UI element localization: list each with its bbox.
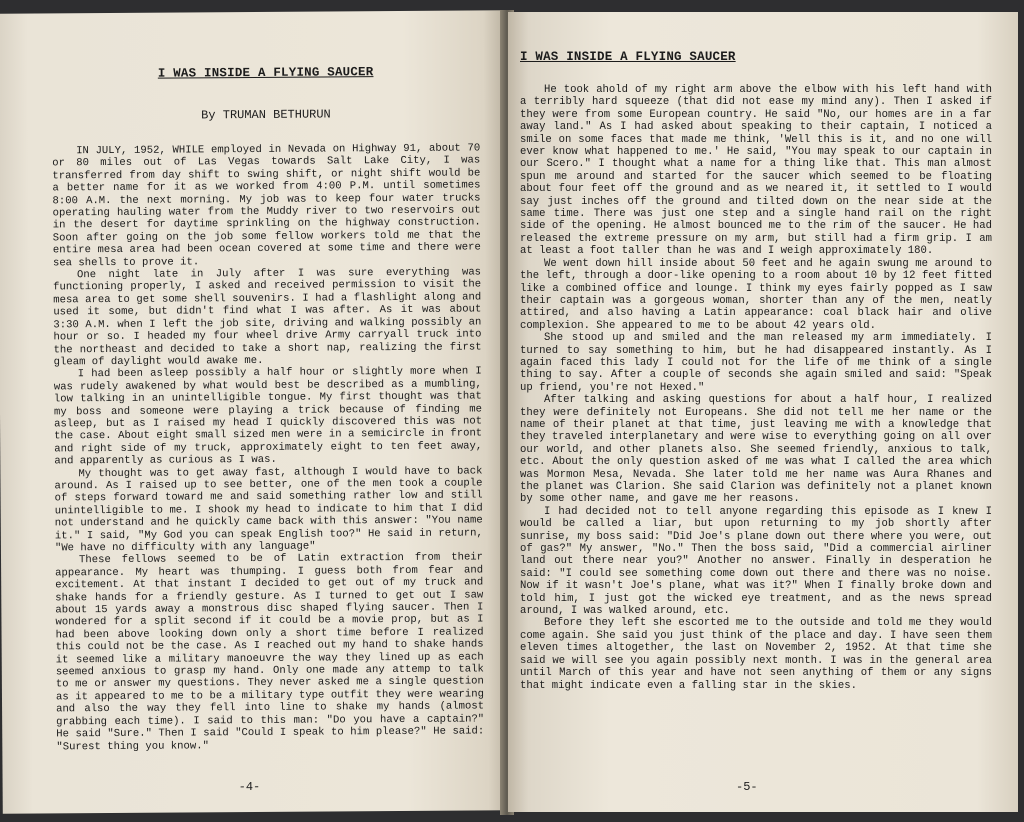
paragraph: Before they left she escorted me to the outside and told me they would come again. She said you just think of the place and day. I have seen them eleven times altogether, the last on November 2, 1952. At that time she said we will see you again possibly next month. I was in the general area until March of this year and have not seen anything of them or any signs that might indicate even a falling star in the skies.	[520, 617, 992, 692]
paragraph: He took ahold of my right arm above the elbow with his left hand with a terribly hard squeeze (that did not ease my mind any). Then I asked if they were from some European country. He said "No, our homes are in a far away land." As I had asked about speaking to their captain, I noticed a smile on some faces that made me think, 'Well this is it, and no one will ever know what happened to me.' He said, "You may speak to our captain in our Scero." I thought what a name for a thing like that. This man almost spun me around and started for the saucer which seemed to be floating about four feet off the ground and as we neared it, it settled to I would say just inches off the ground and tilted down on the near side at the same time. There was just one step and a single hand rail on the right side of the opening. He almost bounced me to the rim of the saucer. He had released the extreme pressure on my arm, but still had a firm grip. I am at least a foot taller than he was and I weigh approximately 180.	[520, 84, 992, 258]
paragraph: One night late in July after I was sure everything was functioning properly, I asked and received permission to visit the mesa area to get some shell souvenirs. I had a flashlight along and used it some, but didn't find what I was after. As it was about 3:30 A.M. when I left the job site, driving and walking possibly an hour or so. I headed my four wheel drive Army carryall truck into the northeast and decided to take a short nap, realizing the first gleam of daylight would awake me.	[53, 266, 482, 369]
left-page-body	[52, 142, 484, 753]
right-page-body	[520, 84, 992, 692]
page-number: -5-	[736, 780, 758, 794]
left-page	[0, 10, 509, 814]
left-page-title: I WAS INSIDE A FLYING SAUCER	[157, 65, 374, 81]
paragraph: After talking and asking questions for about a half hour, I realized they were definitely not Europeans. She did not tell me her name or the name of their planet at that time, just leaving me with a knowledge that they traveled interplanetary and were wise to everything going on all over our world, and other planets also. She seemed friendly, anxious to talk, etc. About the only question asked of me was what I called the area which was Mormon Mesa, Nevada. She later told me her name was Aura Rhanes and the planet was Clarion. She said Clarion was definitely not a planet known by some other name, and gave me her reasons.	[520, 394, 992, 506]
page-number: -4-	[238, 779, 261, 795]
paragraph: She stood up and smiled and the man released my arm immediately. I turned to say something to him, but he had disappeared instantly. As I again faced this lady I could not for the life of me think of a single thing to say. After a couple of seconds she again smiled and said: "Speak up friend, you're not Hexed."	[520, 332, 992, 394]
paragraph: I had decided not to tell anyone regarding this episode as I knew I would be called a liar, but upon returning to my job shortly after sunrise, my boss said: "Did Joe's plane down out there where you were, out of gas?" My answer, "No." Then the boss said, "Did a commercial airliner land out there near you?" Another no answer. Finally in desperation he said: "I could see something come down out there and there was no noise. Now if it wasn't Joe's plane, what was it?" When I finally broke down and told him, I just got the wicked eye treatment, and as the news spread around, I was walked around, etc.	[520, 505, 992, 618]
right-page-title: I WAS INSIDE A FLYING SAUCER	[520, 50, 736, 64]
paragraph: IN JULY, 1952, WHILE employed in Nevada on Highway 91, about 70 or 80 miles out of Las Vegas towards Salt Lake City, I was transferred from day shift to swing shift, or night shift would be a better name for it as we worked from 4:00 P.M. until sometimes 8:00 A.M. the next morning. My job was to keep four water trucks operating hauling water from the Muddy river to two reservoirs out in the desert for daytime sprinkling on the highway construction. Soon after going on the job some fellow workers told me that the entire mesa area had been ocean covered at some time and there were sea shells to prove it.	[52, 142, 481, 270]
paragraph: We went down hill inside about 50 feet and he again swung me around to the left, through a door-like opening to a room about 10 by 12 feet fitted like a combined office and lounge. I think my eyes fairly popped as I saw their captain was a gorgeous woman, shorter than any of the men, neatly attired, and also having a Latin appearance: coal black hair and olive complexion. She appeared to me to be about 42 years old.	[520, 257, 992, 332]
author-byline: By TRUMAN BETHURUN	[201, 107, 331, 123]
right-page	[508, 12, 1018, 812]
paragraph: These fellows seemed to be of Latin extraction from their appearance. My heart was thumping. I guess both from fear and excitement. At that instant I decided to get out of my truck and shake hands for a friendly gesture. As I turned to get out I saw about 15 yards away a monstrous disc shaped flying saucer. Then I wondered for a split second if it could be a movie prop, but as I had been above looking down only a short time before I realized this could not be the case. As I reached out my hand to shake hands it seemed like a military manoeuvre the way they lined up as each seemed anxious to grasp my hand. Only one made any attemp to talk to me or answer my questions. They never asked me a single question as it appeared to me to be a military type outfit they were wearing and also the way they fell into line to shake my hands (almost grabbing each time). I said to this man: "Do you have a captain?" He said "Sure." Then I said "Could I speak to him please?" He said: "Surest thing you know."	[55, 551, 485, 753]
paragraph: My thought was to get away fast, although I would have to back around. As I raised up to see better, one of the men took a couple of steps forward toward me and said something rather low and still unintelligible to me. I shook my head to indicate to him that I did not understand and he quickly came back with this answer: "You name it." I said, "My God you can speak English too?" He said in return, "We have no difficulty with any language"	[54, 464, 483, 555]
paragraph: I had been asleep possibly a half hour or slightly more when I was rudely awakened by what would best be described as a mumbling, low talking in an unintelligible tongue. My first thought was that my boss and someone were playing a trick because of finding me asleep, but as I raised my head I quickly discovered this was not the case. About eight small sized men were in a semicircle in front and right side of my truck, approximately eight to ten feet away, and apparently as curious as I was.	[53, 365, 483, 468]
